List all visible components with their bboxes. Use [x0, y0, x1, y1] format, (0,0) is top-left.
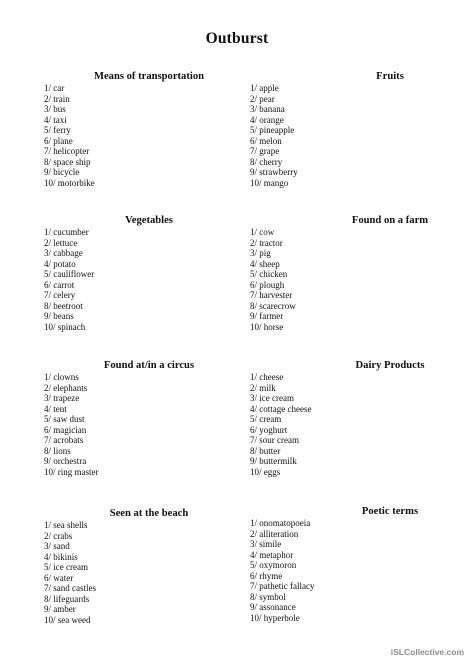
- list-item: 8/ lions: [44, 445, 71, 456]
- item-list: [250, 372, 450, 477]
- section-heading: Dairy Products: [355, 360, 425, 371]
- list-item: 2/ elephants: [44, 382, 88, 393]
- list-item: 5/ chicken: [250, 269, 288, 279]
- list-item: 10/ ring master: [44, 466, 99, 477]
- list-item: 1/ cheese: [250, 372, 284, 382]
- list-item: 6/ plane: [44, 135, 73, 146]
- list-item: 2/ milk: [250, 382, 276, 393]
- list-item: 3/ banana: [250, 104, 285, 114]
- section-means-of-transportation: [44, 70, 244, 188]
- list-item: 7/ pathetic fallacy: [250, 581, 315, 591]
- list-item: 5/ pineapple: [250, 125, 295, 135]
- section-fruits: [250, 70, 450, 188]
- list-item: 8/ lifeguards: [44, 593, 90, 604]
- list-item: 8/ space ship: [44, 156, 91, 167]
- list-item: 7/ acrobats: [44, 435, 84, 445]
- list-item: 5/ cauliflower: [44, 269, 95, 279]
- list-item: 5/ saw dust: [44, 414, 85, 424]
- list-item: 1/ onomatopoeia: [250, 518, 311, 528]
- list-item: 10/ mango: [250, 177, 289, 188]
- list-item: 3/ simile: [250, 539, 282, 549]
- section-heading: Found at/in a circus: [103, 360, 195, 371]
- item-list: [44, 520, 244, 625]
- list-item: 9/ amber: [44, 604, 76, 614]
- list-item: 6/ water: [44, 572, 74, 583]
- section-found-on-a-farm: [250, 214, 450, 332]
- list-item: 4/ sheep: [250, 258, 280, 269]
- list-item: 4/ cottage cheese: [250, 403, 312, 414]
- page-title: Outburst: [205, 30, 269, 47]
- list-item: 10/ motorbike: [44, 177, 95, 188]
- list-item: 4/ tent: [44, 403, 67, 414]
- list-item: 6/ rhyme: [250, 570, 283, 581]
- list-item: 1/ car: [44, 83, 65, 93]
- list-item: 7/ helicopter: [44, 146, 90, 156]
- list-item: 9/ farmer: [250, 311, 284, 321]
- section-dairy-products: [250, 359, 450, 477]
- list-item: 8/ scarecrow: [250, 300, 296, 311]
- list-item: 1/ clowns: [44, 372, 79, 382]
- list-item: 5/ cream: [250, 414, 282, 424]
- list-item: 4/ orange: [250, 114, 284, 125]
- item-list: [250, 227, 450, 332]
- section-found-at-in-a-circus: [44, 359, 244, 477]
- section-heading: Found on a farm: [351, 215, 429, 226]
- list-item: 6/ yoghurt: [250, 424, 288, 435]
- list-item: 4/ bikinis: [44, 551, 78, 562]
- list-item: 9/ beans: [44, 311, 74, 321]
- list-item: 2/ alliteration: [250, 528, 299, 539]
- list-item: 4/ metaphor: [250, 549, 294, 560]
- item-list: [44, 83, 244, 188]
- list-item: 1/ sea shells: [44, 520, 88, 530]
- list-item: 2/ tractor: [250, 237, 283, 248]
- list-item: 9/ bicycle: [44, 167, 80, 177]
- list-item: 2/ lettuce: [44, 237, 78, 248]
- list-item: 3/ pig: [250, 248, 271, 258]
- list-item: 6/ melon: [250, 135, 282, 146]
- list-item: 7/ celery: [44, 290, 76, 300]
- section-seen-at-the-beach: [44, 507, 244, 625]
- section-heading: Seen at the beach: [109, 508, 189, 519]
- list-item: 9/ buttermilk: [250, 456, 297, 466]
- list-item: 4/ taxi: [44, 114, 67, 125]
- list-item: 7/ grape: [250, 146, 280, 156]
- list-item: 3/ sand: [44, 541, 70, 551]
- section-heading: Means of transportation: [93, 71, 205, 82]
- list-item: 8/ symbol: [250, 591, 286, 602]
- list-item: 5/ ice cream: [44, 562, 88, 572]
- list-item: 6/ plough: [250, 279, 285, 290]
- section-vegetables: [44, 214, 244, 332]
- item-list: [44, 227, 244, 332]
- list-item: 1/ cow: [250, 227, 275, 237]
- list-item: 8/ butter: [250, 445, 281, 456]
- list-item: 9/ strawberry: [250, 167, 298, 177]
- list-item: 10/ spinach: [44, 321, 86, 332]
- list-item: 6/ carrot: [44, 279, 75, 290]
- list-item: 5/ oxymoron: [250, 560, 297, 570]
- item-list: [250, 83, 450, 188]
- section-poetic-terms: [250, 505, 450, 623]
- list-item: 8/ beetroot: [44, 300, 83, 311]
- list-item: 5/ ferry: [44, 125, 71, 135]
- list-item: 10/ horse: [250, 321, 284, 332]
- list-item: 8/ cherry: [250, 156, 283, 167]
- list-item: 2/ crabs: [44, 530, 73, 541]
- list-item: 7/ harvester: [250, 290, 293, 300]
- item-list: [44, 372, 244, 477]
- list-item: 4/ potato: [44, 258, 76, 269]
- list-item: 2/ train: [44, 93, 70, 104]
- list-item: 7/ sour cream: [250, 435, 299, 445]
- list-item: 7/ sand castles: [44, 583, 96, 593]
- list-item: 3/ trapeze: [44, 393, 80, 403]
- list-item: 9/ orchestra: [44, 456, 87, 466]
- list-item: 1/ apple: [250, 83, 279, 93]
- list-item: 3/ bus: [44, 104, 66, 114]
- list-item: 10/ eggs: [250, 466, 281, 477]
- section-heading: Poetic terms: [361, 506, 419, 517]
- section-heading: Vegetables: [125, 215, 173, 226]
- list-item: 3/ ice cream: [250, 393, 294, 403]
- list-item: 1/ cucumber: [44, 227, 89, 237]
- watermark-text: iSLCollective.com: [390, 647, 464, 657]
- list-item: 10/ sea weed: [44, 614, 91, 625]
- list-item: 2/ pear: [250, 93, 275, 104]
- list-item: 10/ hyperbole: [250, 612, 300, 623]
- list-item: 6/ magician: [44, 424, 87, 435]
- list-item: 3/ cabbage: [44, 248, 83, 258]
- section-heading: Fruits: [376, 71, 404, 82]
- item-list: [250, 518, 450, 623]
- list-item: 9/ assonance: [250, 602, 296, 612]
